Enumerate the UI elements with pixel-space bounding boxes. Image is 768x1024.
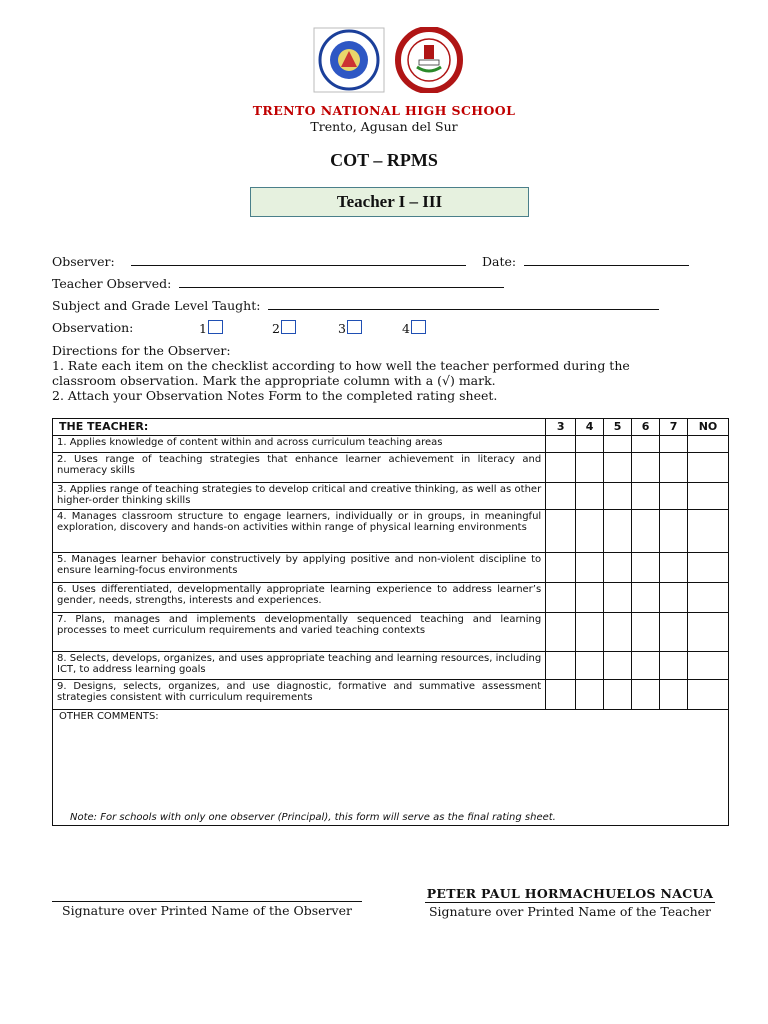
observer-signature-block [52,884,362,918]
rating-cell[interactable] [576,509,604,552]
rating-cell[interactable] [632,582,660,612]
rating-cell[interactable] [604,651,632,679]
indicator-text: 9. Designs, selects, organizes, and use diagnostic, formative and summative assessment strategies consistent with curriculum requirements [53,679,546,709]
other-comments-label: OTHER COMMENTS: [59,711,159,722]
table-row [53,552,729,582]
rating-column-header: 6 [632,419,660,436]
table-row [53,482,729,509]
rating-cell[interactable] [632,482,660,509]
position-box [250,187,529,217]
teacher-observed-line[interactable] [179,276,504,288]
rating-cell[interactable] [632,612,660,651]
rating-column-header: 3 [546,419,576,436]
directions-item-1: 1. Rate each item on the checklist according to how well the teacher performed during the [52,358,630,373]
deped-seal-logo [313,27,385,93]
rating-cell[interactable] [688,482,729,509]
table-row [53,612,729,651]
rating-cell[interactable] [576,651,604,679]
subject-line[interactable] [268,298,659,310]
observer-label: Observer: [52,254,115,269]
directions-heading: Directions for the Observer: [52,343,231,358]
directions-item-1-cont: classroom observation. Mark the appropriate column with a (√) mark. [52,373,496,388]
teacher-observed-label: Teacher Observed: [52,276,172,291]
rating-cell[interactable] [546,612,576,651]
table-row [53,452,729,482]
date-line[interactable] [524,254,689,266]
indicator-text: 7. Plans, manages and implements developmentally sequenced teaching and learning processes to meet curriculum requirements and varied teaching contexts [53,612,546,651]
rating-cell[interactable] [632,509,660,552]
rating-table [52,418,729,710]
rating-cell[interactable] [660,435,688,452]
directions-item-2: 2. Attach your Observation Notes Form to the completed rating sheet. [52,388,498,403]
rating-cell[interactable] [546,582,576,612]
rating-cell[interactable] [604,582,632,612]
subject-field[interactable] [52,298,659,313]
table-row [53,651,729,679]
rating-cell[interactable] [576,435,604,452]
indicator-text: 6. Uses differentiated, developmentally appropriate learning experience to address learner’s gender, needs, strengths, interests and experiences. [53,582,546,612]
school-address: Trento, Agusan del Sur [310,119,458,134]
rating-cell[interactable] [632,552,660,582]
rating-cell[interactable] [632,452,660,482]
rating-cell[interactable] [576,679,604,709]
checkbox[interactable] [208,320,223,334]
observation-option-2[interactable] [272,320,296,336]
final-rating-note: Note: For schools with only one observer (Principal), this form will serve as the final rating sheet. [70,812,556,823]
rating-cell[interactable] [688,651,729,679]
rating-cell[interactable] [604,679,632,709]
rating-cell[interactable] [632,651,660,679]
rating-column-header: 5 [604,419,632,436]
observation-label: Observation: [52,320,134,335]
indicator-text: 4. Manages classroom structure to engage learners, individually or in groups, in meaningful exploration, discovery and hands-on activities within range of physical learning environments [53,509,546,552]
rating-cell[interactable] [660,651,688,679]
checkbox[interactable] [411,320,426,334]
observation-field [52,320,133,335]
teacher-observed-field[interactable] [52,276,504,291]
observer-field[interactable] [52,254,466,269]
rating-cell[interactable] [688,435,729,452]
rating-cell[interactable] [546,679,576,709]
option-number: 1 [199,321,207,336]
rating-cell[interactable] [688,679,729,709]
rating-cell[interactable] [604,452,632,482]
rating-cell[interactable] [660,482,688,509]
rating-cell[interactable] [688,509,729,552]
observation-option-3[interactable] [338,320,362,336]
other-comments-box[interactable] [52,708,729,826]
school-name: TRENTO NATIONAL HIGH SCHOOL [252,103,516,118]
table-row [53,582,729,612]
indicator-text: 2. Uses range of teaching strategies that enhance learner achievement in literacy and numeracy skills [53,452,546,482]
observer-line[interactable] [131,254,466,266]
rating-cell[interactable] [604,612,632,651]
rating-cell[interactable] [660,679,688,709]
rating-table-body [53,435,729,709]
position-label: Teacher I – III [336,192,443,211]
rating-cell[interactable] [660,582,688,612]
indicator-text: 8. Selects, develops, organizes, and uses appropriate teaching and learning resources, including ICT, to address learning goals [53,651,546,679]
rating-cell[interactable] [546,452,576,482]
rating-column-header: 7 [660,419,688,436]
rating-cell[interactable] [632,435,660,452]
rating-cell[interactable] [546,482,576,509]
table-row [53,435,729,452]
rating-column-header: 4 [576,419,604,436]
rating-cell[interactable] [660,452,688,482]
rating-cell[interactable] [576,482,604,509]
observer-signature-line[interactable] [52,901,362,902]
rating-cell[interactable] [604,509,632,552]
option-number: 4 [402,321,410,336]
rating-cell[interactable] [546,552,576,582]
teacher-column-header: THE TEACHER: [53,419,546,436]
rating-cell[interactable] [576,452,604,482]
rating-cell[interactable] [688,582,729,612]
rating-column-header: NO [688,419,729,436]
rating-cell[interactable] [604,435,632,452]
observation-option-1[interactable] [199,320,223,336]
indicator-text: 3. Applies range of teaching strategies to develop critical and creative thinking, as well as other higher-order thinking skills [53,482,546,509]
rating-cell[interactable] [660,552,688,582]
rating-cell[interactable] [604,482,632,509]
table-row [53,679,729,709]
rating-cell[interactable] [688,612,729,651]
rating-cell[interactable] [660,612,688,651]
observer-signature-caption: Signature over Printed Name of the Observer [62,903,352,918]
rating-cell[interactable] [576,612,604,651]
teacher-signature-caption: Signature over Printed Name of the Teacher [428,904,712,919]
rating-cell[interactable] [576,552,604,582]
option-number: 3 [338,321,346,336]
option-number: 2 [272,321,280,336]
rating-cell[interactable] [546,509,576,552]
teacher-signature-block [410,886,730,919]
indicator-text: 5. Manages learner behavior constructively by applying positive and non-violent discipline to ensure learning-focus environments [53,552,546,582]
rating-cell[interactable] [546,435,576,452]
rating-cell[interactable] [688,452,729,482]
indicator-text: 1. Applies knowledge of content within and across curriculum teaching areas [53,435,546,452]
table-row [53,509,729,552]
rating-cell[interactable] [546,651,576,679]
rating-cell[interactable] [576,582,604,612]
rating-cell[interactable] [660,509,688,552]
checkbox[interactable] [347,320,362,334]
table-header-row [53,419,729,436]
school-seal-logo [393,27,465,93]
teacher-name: PETER PAUL HORMACHUELOS NACUA [426,886,714,901]
subject-label: Subject and Grade Level Taught: [52,298,261,313]
date-label: Date: [482,254,517,269]
rating-cell[interactable] [632,679,660,709]
rating-cell[interactable] [688,552,729,582]
observation-option-4[interactable] [402,320,426,336]
rating-cell[interactable] [604,552,632,582]
checkbox[interactable] [281,320,296,334]
date-field[interactable] [482,254,689,269]
form-title: COT – RPMS [330,150,438,170]
